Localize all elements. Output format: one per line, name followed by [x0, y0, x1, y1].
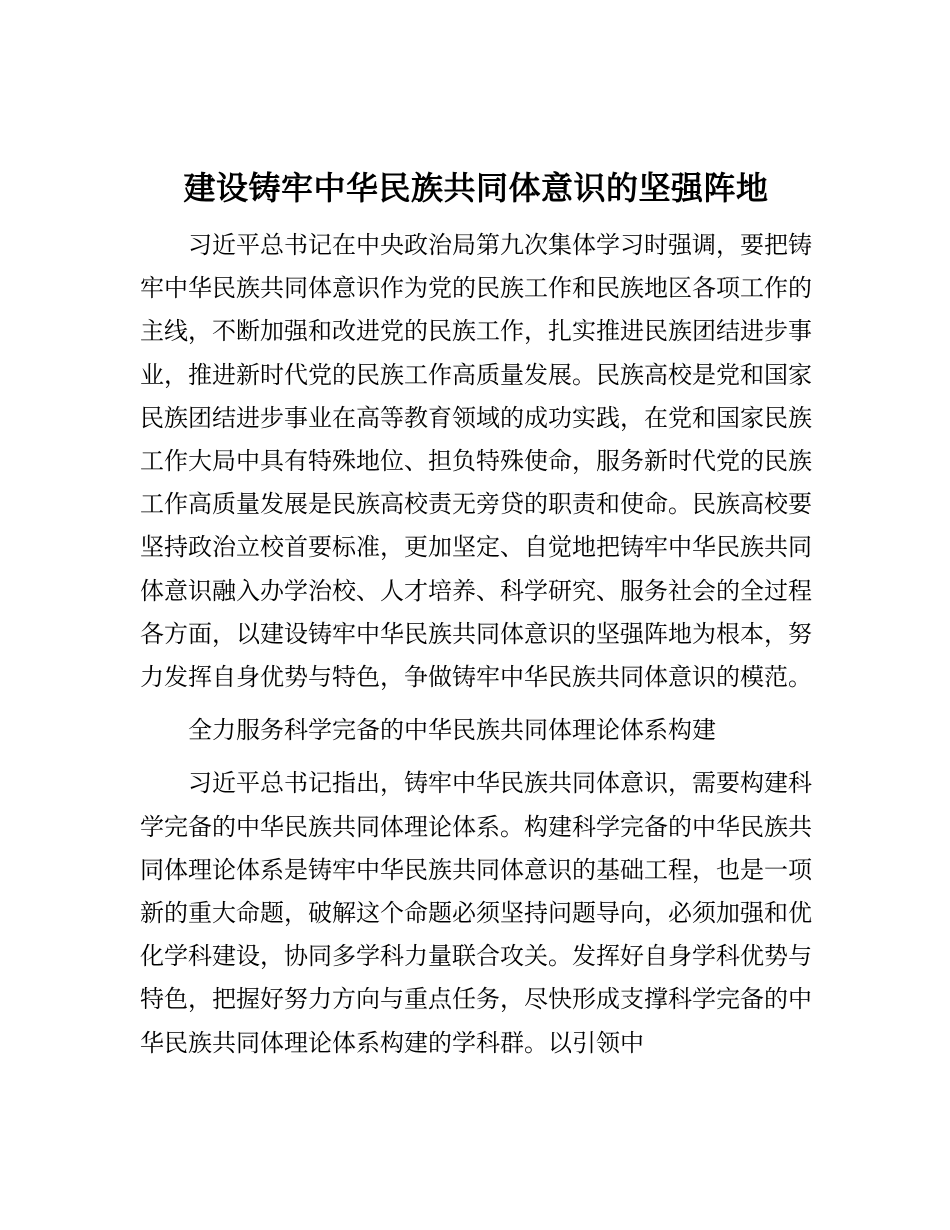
paragraph-theory-system: 习近平总书记指出，铸牢中华民族共同体意识，需要构建科学完备的中华民族共同体理论体系。构建科学完备的中华民族共同体理论体系是铸牢中华民族共同体意识的基础工程，也是一项新的重大命题，破解这个命题必须坚持问题导向，必须加强和优化学科建设，协同多学科力量联合攻关。发挥好自身学科优势与特色，把握好努力方向与重点任务，尽快形成支撑科学完备的中华民族共同体理论体系构建的学科群。以引领中 — [140, 769, 812, 1057]
document-body — [140, 164, 812, 1065]
document-title: 建设铸牢中华民族共同体意识的坚强阵地 — [183, 169, 769, 207]
paragraph-intro: 习近平总书记在中央政治局第九次集体学习时强调，要把铸牢中华民族共同体意识作为党的民族工作和民族地区各项工作的主线，不断加强和改进党的民族工作，扎实推进民族团结进步事业，推进新时代党的民族工作高质量发展。民族高校是党和国家民族团结进步事业在高等教育领域的成功实践，在党和国家民族工作大局中具有特殊地位、担负特殊使命，服务新时代党的民族工作高质量发展是民族高校责无旁贷的职责和使命。民族高校要坚持政治立校首要标准，更加坚定、自觉地把铸牢中华民族共同体意识融入办学治校、人才培养、科学研究、服务社会的全过程各方面，以建设铸牢中华民族共同体意识的坚强阵地为根本，努力发挥自身优势与特色，争做铸牢中华民族共同体意识的模范。 — [140, 231, 812, 692]
section-heading: 全力服务科学完备的中华民族共同体理论体系构建 — [188, 716, 716, 745]
